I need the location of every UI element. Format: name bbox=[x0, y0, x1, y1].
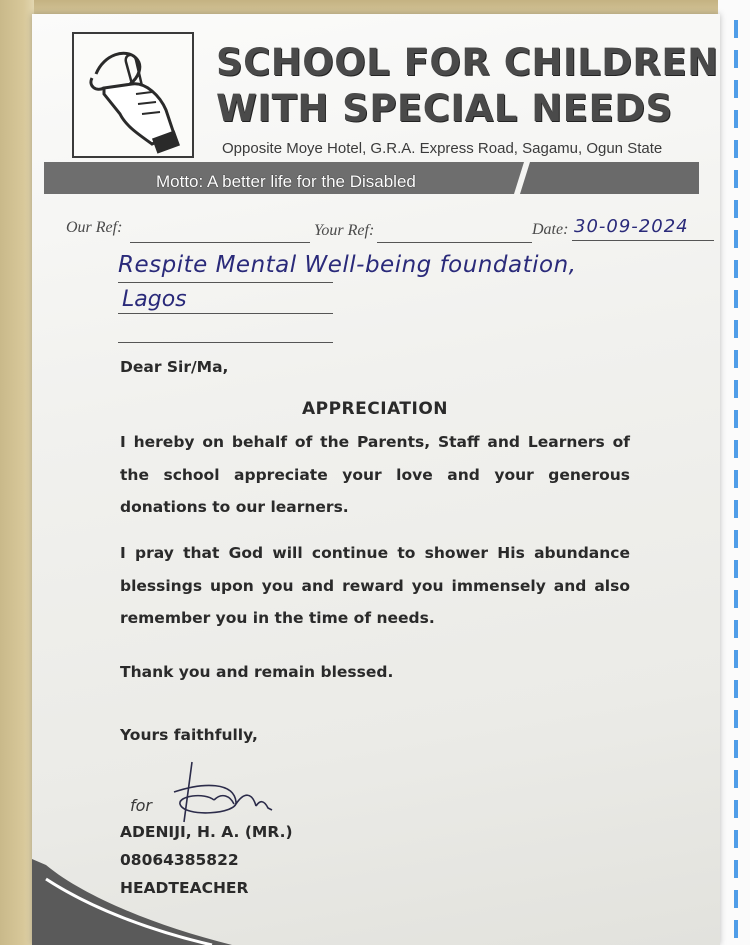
recipient-line2-rule bbox=[118, 313, 333, 314]
school-address: Opposite Moye Hotel, G.R.A. Express Road, Sagamu, Ogun State bbox=[222, 140, 663, 157]
our-ref bbox=[66, 219, 122, 249]
date-field bbox=[532, 221, 568, 251]
school-motto: Motto: A better life for the Disabled bbox=[156, 172, 416, 191]
school-name-line2: WITH SPECIAL NEEDS bbox=[216, 87, 673, 130]
signatory-name: ADENIJI, H. A. (MR.) bbox=[120, 823, 293, 841]
signatory-title: HEADTEACHER bbox=[120, 879, 249, 897]
paragraph-3: Thank you and remain blessed. bbox=[120, 663, 394, 681]
dashed-border bbox=[734, 20, 738, 945]
paragraph-1: I hereby on behalf of the Parents, Staff and Learners of the school appreciate your love and your generous donations to our learners. bbox=[120, 433, 630, 516]
your-ref-line bbox=[377, 242, 532, 243]
recipient-line1-rule bbox=[118, 282, 333, 283]
your-ref bbox=[314, 222, 374, 252]
school-logo bbox=[72, 32, 194, 158]
letter-paper bbox=[32, 14, 720, 945]
table-surface-left bbox=[0, 0, 34, 945]
our-ref-label: Our Ref: bbox=[66, 219, 123, 236]
our-ref-line bbox=[130, 242, 310, 243]
signatory-phone: 08064385822 bbox=[120, 851, 239, 869]
salutation: Dear Sir/Ma, bbox=[120, 358, 229, 376]
recipient-line3-rule bbox=[118, 342, 333, 343]
letter-heading: APPRECIATION bbox=[301, 399, 449, 419]
closing: Yours faithfully, bbox=[120, 726, 258, 744]
your-ref-label: Your Ref: bbox=[314, 222, 375, 239]
date-label: Date: bbox=[532, 221, 569, 238]
recipient-line2: Lagos bbox=[122, 287, 187, 312]
signature bbox=[144, 752, 284, 826]
recipient-line1: Respite Mental Well-being foundation, bbox=[118, 252, 577, 278]
date-value: 30-09-2024 bbox=[574, 216, 689, 237]
paragraph-2: I pray that God will continue to shower His abundance blessings upon you and reward you immensely and also remember you in the time of needs. bbox=[120, 544, 630, 627]
footer-corner-decoration bbox=[32, 835, 232, 945]
signature-prefix: for bbox=[130, 796, 152, 815]
school-name bbox=[216, 40, 719, 132]
screen-margin bbox=[718, 0, 750, 945]
school-name-line1: SCHOOL FOR CHILDREN bbox=[216, 41, 719, 84]
hand-sign-icon bbox=[74, 34, 192, 156]
date-line bbox=[572, 240, 714, 241]
